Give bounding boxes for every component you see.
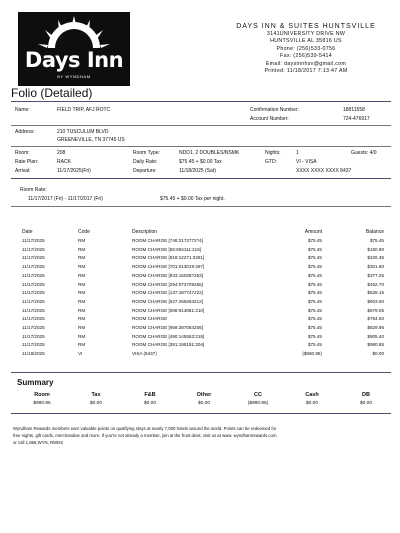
cell-balance: $150.90 — [367, 246, 384, 252]
cell-amount: $75.45 — [307, 307, 322, 313]
cell-desc: ROOM CHARGE [294:073709265] — [132, 281, 203, 287]
summary-label: Other — [196, 392, 212, 398]
account-number: 724-476917 — [343, 116, 370, 122]
room-rate-label: Room Rate: — [20, 187, 47, 193]
cell-desc: ROOM CHARGE [137:187747222] — [132, 290, 203, 296]
departure-label: Departure: — [133, 168, 157, 174]
cell-code: RM — [78, 290, 86, 296]
printed-date: Printed: 11/18/2017 7:13:47 AM — [264, 68, 348, 75]
daily-rate-label: Daily Rate: — [133, 159, 158, 165]
cell-date: 11/17/2025 — [22, 316, 45, 322]
account-label: Account Number: — [250, 116, 289, 122]
hotel-city: HUNTSVILLE AL 35816 US — [270, 38, 342, 45]
cell-code: RM — [78, 307, 86, 313]
cell-date: 11/17/2025 — [22, 342, 45, 348]
room-label: Room: — [15, 150, 30, 156]
guest-name: FIELD TRIP, AFJ ROTC — [57, 107, 111, 113]
cell-desc: ROOM CHARGE — [132, 316, 168, 322]
stay-divider — [11, 178, 391, 179]
cell-balance: $0.00 — [372, 351, 384, 357]
cell-desc: ROOM CHARGE [933:15028?263] — [132, 272, 203, 278]
cell-desc: ROOM CHARGE [701:013019:267] — [132, 264, 205, 270]
cell-desc: ROOM CHARGE [746:2172772?4] — [132, 238, 203, 243]
cell-amount: $75.45 — [307, 272, 322, 278]
cell-code: RM — [78, 281, 86, 287]
cell-desc: ROOM CHARGE [959:387064206] — [132, 325, 203, 330]
cell-desc: VISA (8437) — [132, 351, 157, 357]
summary-title: Summary — [17, 378, 54, 387]
cell-amount: $75.45 — [307, 238, 322, 243]
cell-amount: $75.45 — [307, 316, 322, 322]
guest-divider — [11, 125, 391, 126]
col-header-description: Description — [132, 229, 158, 235]
cell-amount: $75.45 — [307, 290, 322, 296]
cell-amount: $75.45 — [307, 298, 322, 304]
gtd-label: GTD: — [265, 159, 277, 165]
cell-code: RM — [78, 298, 86, 304]
cell-date: 11/17/2025 — [22, 333, 45, 339]
hotel-info — [236, 22, 376, 75]
room-number: 208 — [57, 150, 66, 156]
cell-date: 11/17/2025 — [22, 264, 45, 270]
room-type: NDD1, 2 DOUBLES/NSMK — [179, 150, 240, 156]
summary-divider — [11, 413, 391, 414]
cell-balance: $75.45 — [369, 238, 384, 243]
cell-date: 11/17/2025 — [22, 325, 45, 330]
cell-balance: $754.50 — [367, 316, 384, 322]
hotel-email: Email: daysinnhsv@gmail.com — [265, 60, 347, 67]
cell-date: 11/17/2025 — [22, 255, 45, 261]
page-title: Folio (Detailed) — [11, 86, 93, 100]
cell-amount: $75.45 — [307, 281, 322, 287]
room-rate-value: $75.45 + $0.00 Tax per night. — [160, 196, 225, 202]
col-header-code: Code — [78, 229, 90, 235]
cell-code: RM — [78, 238, 86, 243]
address-label: Address: — [15, 129, 35, 135]
summary-value: $0.00 — [89, 401, 102, 406]
cell-balance: $301.80 — [367, 264, 384, 270]
cell-desc: ROOM CHARGE [55:994111:216] — [132, 246, 202, 252]
nights-value: 1 — [296, 150, 299, 156]
cell-date: 11/17/2025 — [22, 290, 45, 296]
confirmation-number: 18811558 — [343, 107, 365, 113]
cell-balance: $603.60 — [367, 298, 384, 304]
cell-balance: $829.95 — [367, 325, 384, 330]
cell-desc: ROOM CHARGE [527:269294212] — [132, 298, 203, 304]
cell-amount: $75.45 — [307, 264, 322, 270]
cell-amount: $75.45 — [307, 246, 322, 252]
room-rate-period: 11/17/2017 (Fri) - 11/17/2017 (Fri) — [28, 196, 103, 202]
summary-value: $0.00 — [305, 401, 318, 406]
rate-divider — [11, 206, 391, 207]
arrival-label: Arrival: — [15, 168, 31, 174]
card-number: XXXX XXXX XXXX 8437 — [296, 168, 352, 174]
cell-amount: ($980.85) — [302, 351, 322, 357]
cell-date: 11/17/2025 — [22, 246, 45, 252]
cell-balance: $226.35 — [367, 255, 384, 261]
departure-date: 11/18/2025 (Sat) — [179, 168, 216, 174]
cell-code: RM — [78, 325, 86, 330]
summary-label: Room — [34, 392, 50, 398]
summary-value: $980.85 — [33, 401, 51, 406]
summary-label: CC — [254, 392, 262, 398]
cell-amount: $75.45 — [307, 325, 322, 330]
confirmation-label: Confirmation Number: — [250, 107, 299, 113]
summary-value: $0.00 — [143, 401, 156, 406]
hotel-name: DAYS INN & SUITES HUNTSVILLE — [236, 23, 376, 30]
cell-balance: $980.85 — [367, 342, 384, 348]
cell-date: 11/17/2025 — [22, 272, 45, 278]
rate-plan-label: Rate Plan: — [15, 159, 39, 165]
logo-byline-text: BY WYNDHAM — [57, 74, 91, 79]
summary-label: DB — [362, 392, 370, 398]
summary-label: F&B — [144, 392, 156, 398]
days-inn-logo — [18, 12, 130, 86]
logo-brand-text: Days Inn — [24, 48, 124, 72]
rewards-line-1: Wyndham Rewards members earn valuable points on qualifying stays at nearly 7,000 hotels around the world. Points can be redeemed for — [13, 426, 277, 431]
cell-amount: $75.45 — [307, 255, 322, 261]
summary-label: Tax — [91, 392, 101, 398]
cell-balance: $377.25 — [367, 272, 384, 278]
cell-code: RM — [78, 316, 86, 322]
gtd-value: VI - VISA — [296, 159, 317, 165]
col-header-amount: Amount — [304, 229, 322, 235]
cell-code: RM — [78, 255, 86, 261]
cell-desc: ROOM CHARGE [381:195191:204] — [132, 342, 205, 348]
rewards-line-2: free nights, gift cards, merchandise and more. If you're not already a member, join at the front desk, visit us at www. wyndhamrewards.com — [13, 433, 277, 438]
cell-code: RM — [78, 342, 86, 348]
address-line-2: GREENEVILLE, TN 37745 US — [57, 137, 125, 143]
room-type-label: Room Type: — [133, 150, 160, 156]
col-header-date: Date — [22, 229, 33, 235]
cell-desc: ROOM CHARGE [918:12271:3261] — [132, 255, 205, 261]
cell-date: 11/17/2025 — [22, 281, 45, 287]
cell-code: RM — [78, 272, 86, 278]
rewards-line-3: or call 1,866,WYN, RWDS — [13, 440, 64, 445]
address-line-1: 210 TUSCULUM BLVD — [57, 129, 109, 135]
cell-date: 11/18/2025 — [22, 351, 45, 357]
cell-balance: $528.15 — [367, 290, 384, 296]
hotel-fax: Fax: (256)539-5414 — [280, 53, 332, 60]
arrival-date: 11/17/2025(Fri) — [57, 168, 91, 174]
col-header-balance: Balance — [365, 229, 384, 235]
address-divider — [11, 146, 391, 147]
daily-rate: $75.45 + $0.00 Tax — [179, 159, 222, 165]
cell-amount: $75.45 — [307, 333, 322, 339]
cell-balance: $452.70 — [367, 281, 384, 287]
cell-balance: $905.40 — [367, 333, 384, 339]
hotel-phone: Phone: (256)533-0756 — [276, 45, 336, 52]
cell-code: VI — [78, 351, 83, 357]
guests-value: Guests: 4/0 — [351, 150, 377, 156]
summary-value: ($980.85) — [247, 401, 269, 406]
cell-desc: ROOM CHARGE [068:913081:210] — [132, 307, 205, 313]
table-divider — [11, 372, 391, 373]
rate-plan: RACK — [57, 159, 71, 165]
cell-balance: $679.05 — [367, 307, 384, 313]
cell-desc: ROOM CHARGE [490:145553:218] — [132, 333, 205, 339]
cell-date: 11/17/2025 — [22, 307, 45, 313]
title-divider — [11, 101, 391, 102]
cell-code: RM — [78, 264, 86, 270]
hotel-street: 3141UNIVERSITY DRIVE NW — [266, 31, 346, 37]
cell-code: RM — [78, 246, 86, 252]
cell-date: 11/17/2025 — [22, 298, 45, 304]
nights-label: Nights: — [265, 150, 281, 156]
summary-value: $0.00 — [359, 401, 372, 406]
summary-label: Cash — [305, 392, 319, 398]
cell-amount: $75.45 — [307, 342, 322, 348]
name-label: Name: — [15, 107, 30, 113]
summary-value: $0.00 — [197, 401, 210, 406]
cell-date: 11/17/2025 — [22, 238, 45, 243]
cell-code: RM — [78, 333, 86, 339]
